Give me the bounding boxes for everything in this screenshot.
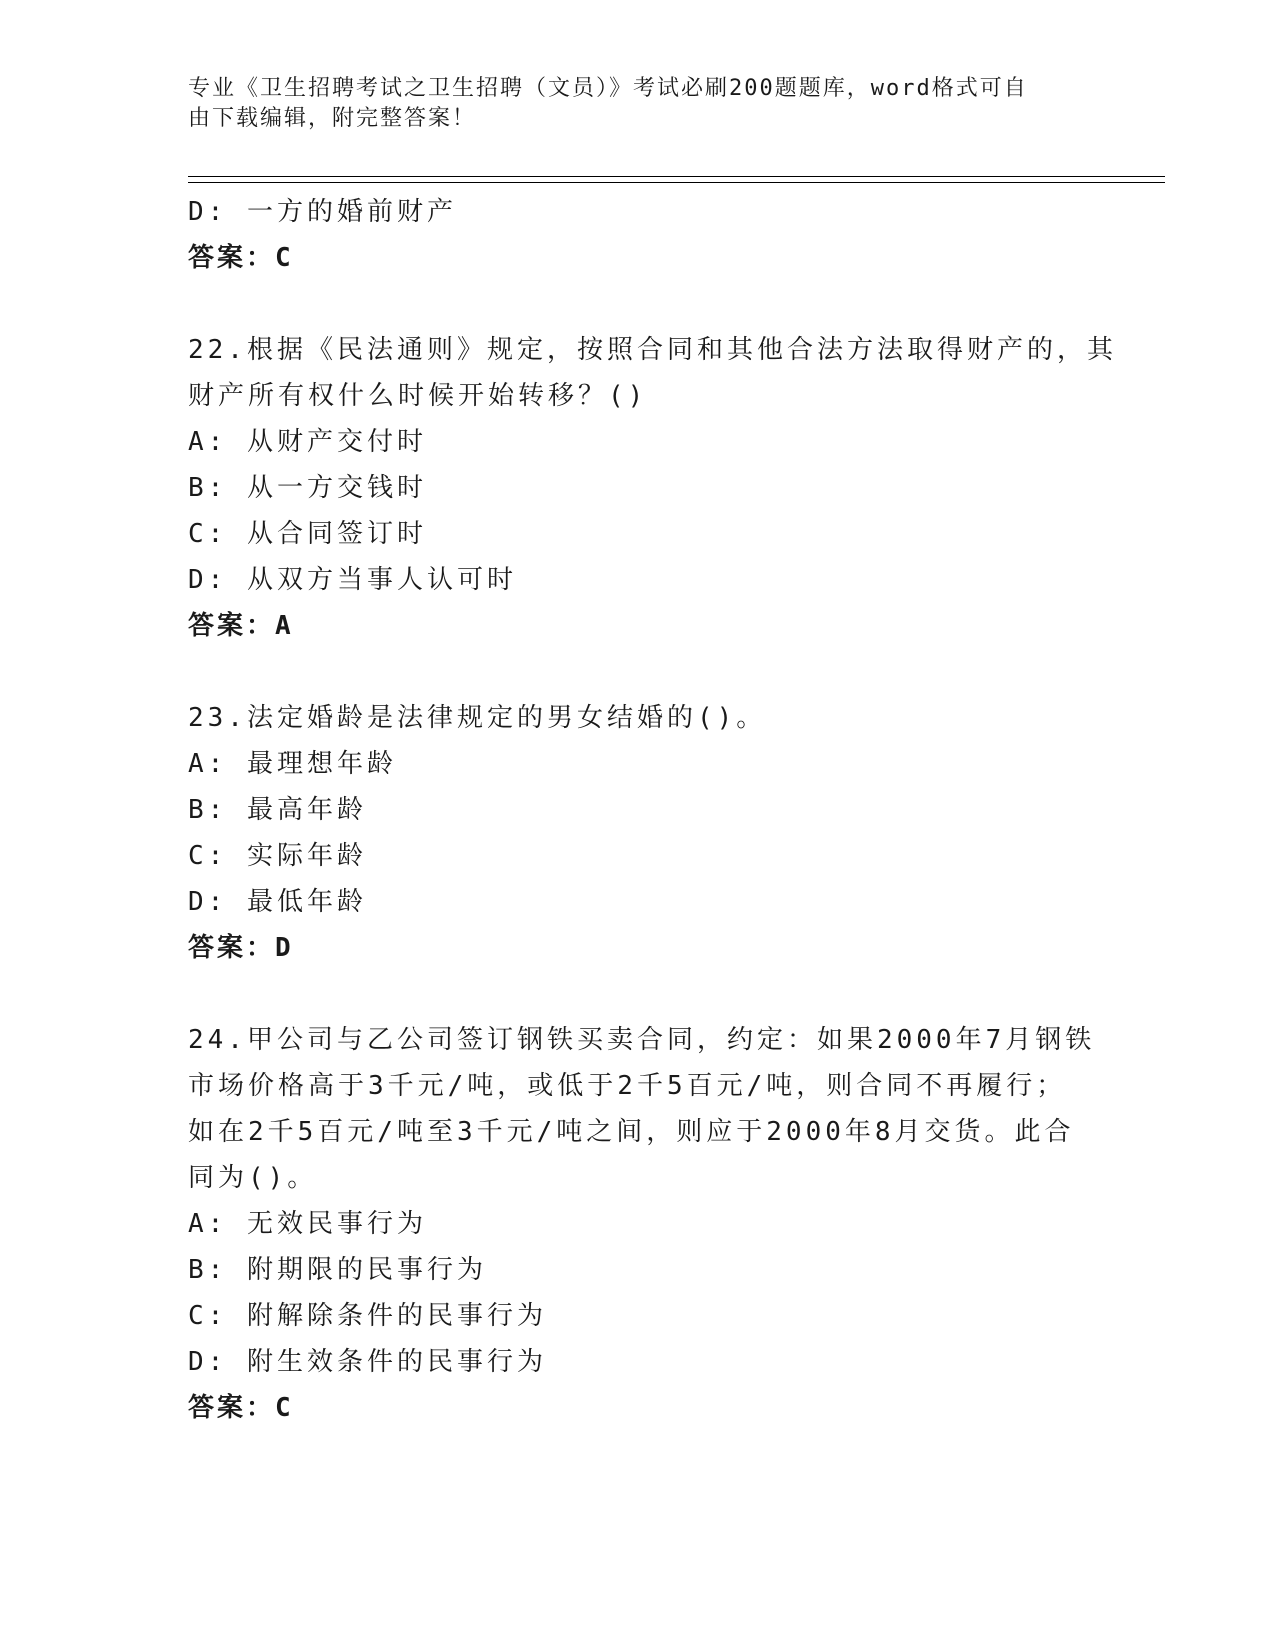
prev-option-d: D: 一方的婚前财产 bbox=[188, 197, 457, 227]
document-header bbox=[188, 74, 1088, 134]
header-line-1: 专业《卫生招聘考试之卫生招聘（文员）》考试必刷200题题库，word格式可自 bbox=[188, 76, 1028, 101]
q22-answer: 答案：A bbox=[188, 611, 294, 641]
q24-stem-line-2: 市场价格高于3千元/吨，或低于2千5百元/吨，则合同不再履行； bbox=[188, 1071, 1067, 1101]
q24-stem-line-1: 24.甲公司与乙公司签订钢铁买卖合同，约定：如果2000年7月钢铁 bbox=[188, 1025, 1096, 1055]
q24-stem-line-4: 同为()。 bbox=[188, 1163, 318, 1193]
spacer bbox=[188, 281, 1088, 327]
q22-stem-line-1: 22.根据《民法通则》规定，按照合同和其他合法方法取得财产的，其 bbox=[188, 335, 1117, 365]
question-content bbox=[188, 189, 1117, 1431]
q24-option-d: D: 附生效条件的民事行为 bbox=[188, 1347, 547, 1377]
q24-stem-line-3: 如在2千5百元/吨至3千元/吨之间，则应于2000年8月交货。此合 bbox=[188, 1117, 1075, 1147]
q22-option-d: D: 从双方当事人认可时 bbox=[188, 565, 517, 595]
q23-stem-line-1: 23.法定婚龄是法律规定的男女结婚的()。 bbox=[188, 703, 767, 733]
prev-answer: 答案：C bbox=[188, 243, 294, 273]
header-divider-bottom bbox=[188, 182, 1165, 183]
q23-option-c: C: 实际年龄 bbox=[188, 841, 367, 871]
q24-answer: 答案：C bbox=[188, 1393, 294, 1423]
q23-option-d: D: 最低年龄 bbox=[188, 887, 367, 917]
q23-option-a: A: 最理想年龄 bbox=[188, 749, 397, 779]
q24-option-b: B: 附期限的民事行为 bbox=[188, 1255, 487, 1285]
q24-option-c: C: 附解除条件的民事行为 bbox=[188, 1301, 547, 1331]
spacer bbox=[188, 649, 1088, 695]
header-divider-top bbox=[188, 176, 1165, 177]
q23-option-b: B: 最高年龄 bbox=[188, 795, 367, 825]
q24-option-a: A: 无效民事行为 bbox=[188, 1209, 427, 1239]
header-line-2: 由下载编辑，附完整答案！ bbox=[188, 106, 477, 131]
q22-option-a: A: 从财产交付时 bbox=[188, 427, 427, 457]
q23-answer: 答案：D bbox=[188, 933, 294, 963]
q22-stem-line-2: 财产所有权什么时候开始转移？() bbox=[188, 381, 648, 411]
q22-option-b: B: 从一方交钱时 bbox=[188, 473, 427, 503]
q22-option-c: C: 从合同签订时 bbox=[188, 519, 427, 549]
spacer bbox=[188, 971, 1088, 1017]
